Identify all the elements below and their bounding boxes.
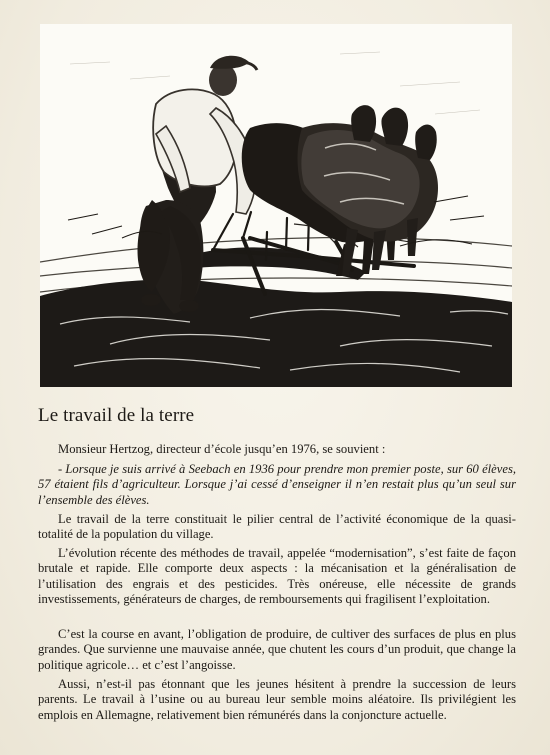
modernisation-paragraph: L’évolution récente des méthodes de travail, appelée “modernisation”, s’est faite de façon brutale et rapide. Elle comporte deux aspects : la mécanisation et la généralisation de l’utilisation des engrais et des pesticides. Très onéreuse, elle nécessite de grands investissements, générateurs de charges, de remboursements qui fragilisent l’exploitation. [38, 546, 516, 607]
farmer-plowing-illustration [40, 24, 512, 387]
section-title: Le travail de la terre [38, 405, 195, 426]
ink-sketch-farmer-horses-plow [40, 24, 512, 387]
central-pillar-paragraph: Le travail de la terre constituait le pilier central de l’activité économique de la quasi-totalité de la population du village. [38, 512, 516, 542]
production-pressure-paragraph: C’est la course en avant, l’obligation de produire, de cultiver des surfaces de plus en plus grandes. Que survienne une mauvaise année, que chutent les cours d’un produit, que change la politique agricole… et c’est l’angoisse. [38, 627, 516, 672]
intro-paragraph: Monsieur Hertzog, directeur d’école jusqu’en 1976, se souvient : [58, 442, 386, 456]
youth-succession-paragraph: Aussi, n’est-il pas étonnant que les jeunes hésitent à prendre la succession de leurs parents. Le travail à l’usine ou au bureau leur semble moins aléatoire. Ils privilégient les emplois en Allemagne, relativement bien rémunérés dans la conjoncture actuelle. [38, 677, 516, 722]
teacher-quote: - Lorsque je suis arrivé à Seebach en 1936 pour prendre mon premier poste, sur 60 élèves, 57 étaient fils d’agriculteur. Lorsque j’ai cessé d’enseigner il n’en restait plus qu’un seul sur l’ensemble des élèves. [38, 462, 516, 507]
